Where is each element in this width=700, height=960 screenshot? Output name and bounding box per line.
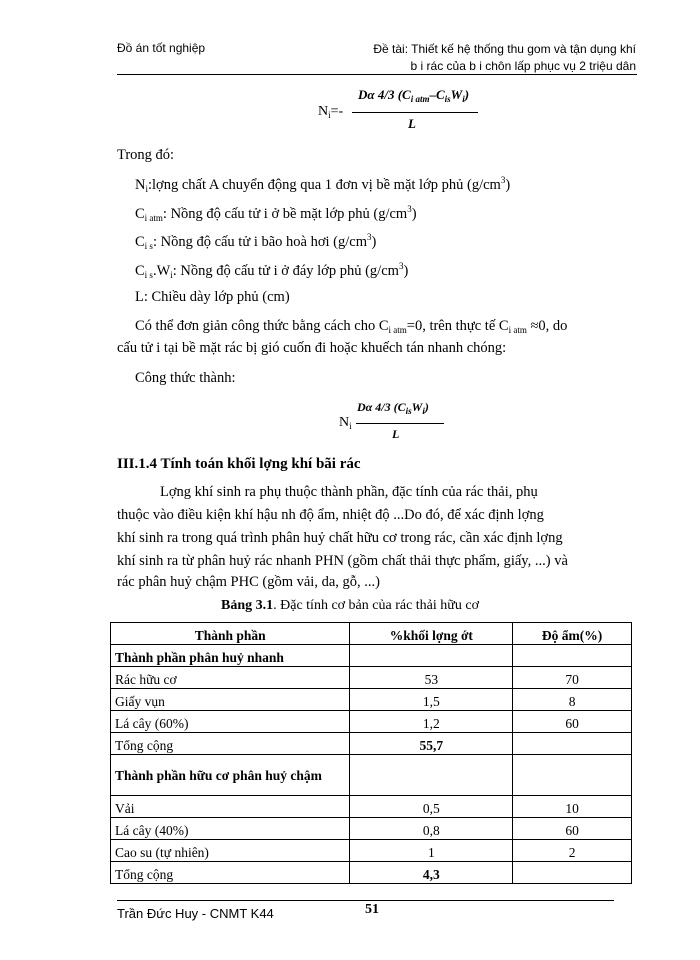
- header-right-line2: b i rác của b i chôn lấp phục vụ 2 triệu dân: [410, 59, 636, 73]
- cell-moisture: 8: [513, 689, 632, 711]
- body-line-4: khí sinh ra từ phân huỷ rác nhanh PHN (gồm chất thải thực phẩm, giấy, ...) và: [117, 553, 568, 569]
- formula-1-fraction-bar: [352, 112, 478, 113]
- cell-moisture: 70: [513, 667, 632, 689]
- col-header-component: Thành phần: [111, 623, 350, 645]
- table-row: [111, 840, 632, 862]
- cell-mass: 0,5: [350, 796, 513, 818]
- page-number: 51: [365, 902, 379, 917]
- cell-moisture: 60: [513, 711, 632, 733]
- header-right: [373, 41, 636, 75]
- formula-2-lhs: $N_i$: [339, 415, 352, 431]
- header-right-line1: Đề tài: Thiết kế hệ thống thu gom và tận dụng khí: [373, 42, 636, 56]
- cell-component: Rác hữu cơ: [111, 667, 350, 689]
- col-header-moisture: Độ ẩm(%): [513, 623, 632, 645]
- body-line-1: Lợng khí sinh ra phụ thuộc thành phần, đặc tính của rác thải, phụ: [160, 484, 538, 500]
- table-row: [111, 667, 632, 689]
- cell-component: Cao su (tự nhiên): [111, 840, 350, 862]
- table-row: [111, 645, 632, 667]
- table-row: [111, 755, 632, 796]
- cell-mass: 1,2: [350, 711, 513, 733]
- table-caption: Bảng 3.1. Đặc tính cơ bản của rác thải hữu cơ: [221, 598, 479, 613]
- cell-moisture: 60: [513, 818, 632, 840]
- def-ni: $N_i:lợng$ chất A chuyển động qua 1 đơn vị bề mặt lớp phủ $(g/cm^3)$: [135, 175, 511, 194]
- def-ci-s-wi: $C_{i s}.W_i$: Nồng độ cấu tử i ở đáy lớp phủ $(g/cm^3)$: [135, 261, 409, 280]
- def-ci-atm: $C_{i atm}$: Nồng độ cấu tử i ở bề mặt lớp phủ $(g/cm^3)$: [135, 204, 417, 223]
- cell-moisture: 2: [513, 840, 632, 862]
- table-row: [111, 818, 632, 840]
- footer-author: Trần Đức Huy - CNMT K44: [117, 906, 274, 921]
- cell-mass: 0,8: [350, 818, 513, 840]
- cell-component: Tổng cộng: [111, 733, 350, 755]
- cell-moisture: 10: [513, 796, 632, 818]
- table-row: [111, 689, 632, 711]
- cell-component: Giấy vụn: [111, 689, 350, 711]
- table-header-row: [111, 623, 632, 645]
- header-left: Đồ án tốt nghiệp: [117, 41, 206, 55]
- cell-mass: [350, 755, 513, 796]
- cell-component: Vải: [111, 796, 350, 818]
- body-line-2: thuộc vào điều kiện khí hậu nh độ ẩm, nhiệt độ ...Do đó, để xác định lợng: [117, 507, 544, 523]
- body-line-5: rác phân huỷ chậm PHC (gồm vải, da, gỗ, ...): [117, 574, 380, 590]
- cell-moisture: [513, 755, 632, 796]
- formula-2-denominator: L: [392, 427, 400, 441]
- cell-mass: 1,5: [350, 689, 513, 711]
- cell-moisture: [513, 645, 632, 667]
- header-divider: [117, 74, 637, 75]
- cell-mass: [350, 645, 513, 667]
- table-row: [111, 796, 632, 818]
- formula-2-numerator: Dα 4/3 $(C_{is}W_i)$: [357, 400, 429, 416]
- body-line-3: khí sinh ra trong quá trình phân huỷ chất hữu cơ trong rác, cần xác định lợng: [117, 530, 563, 546]
- table-row: [111, 862, 632, 884]
- table-row: [111, 733, 632, 755]
- cell-mass: 4,3: [350, 862, 513, 884]
- cell-mass: 1: [350, 840, 513, 862]
- footer-divider: [117, 900, 614, 901]
- result-label: Công thức thành:: [135, 370, 236, 386]
- simplify-line-1: Có thể đơn giản công thức bằng cách cho $C_{i atm}=0$, trên thực tế $C_{i atm} \approx 0$, do: [135, 318, 568, 335]
- where-label: Trong đó:: [117, 147, 175, 163]
- formula-1-numerator: Dα 4/3 $(C_{i atm}-C_{is}W_i)$: [358, 87, 470, 104]
- formula-2-fraction-bar: [356, 423, 444, 424]
- def-l: L: Chiều dày lớp phủ (cm): [135, 289, 290, 305]
- cell-component: Tổng cộng: [111, 862, 350, 884]
- cell-mass: 53: [350, 667, 513, 689]
- row-group-fast: Thành phần phân huỷ nhanh: [111, 645, 350, 667]
- cell-mass: 55,7: [350, 733, 513, 755]
- composition-table: [110, 622, 632, 884]
- cell-moisture: [513, 733, 632, 755]
- formula-1-denominator: L: [408, 116, 416, 131]
- cell-moisture: [513, 862, 632, 884]
- cell-component: Lá cây (40%): [111, 818, 350, 840]
- def-ci-s: $C_{i s}$: Nồng độ cấu tử i bão hoà hơi $(g/cm^3)$: [135, 232, 377, 251]
- cell-component: Lá cây (60%): [111, 711, 350, 733]
- col-header-mass: %khối lợng ớt: [350, 623, 513, 645]
- simplify-line-2: cấu tử i tại bề mặt rác bị gió cuốn đi hoặc khuếch tán nhanh chóng:: [117, 340, 507, 356]
- row-group-slow: Thành phần hữu cơ phân huỷ chậm: [111, 755, 350, 796]
- section-title: III.1.4 Tính toán khối lợng khí bãi rác: [117, 456, 361, 472]
- table-row: [111, 711, 632, 733]
- formula-1-lhs: $N_i=-$: [318, 104, 344, 120]
